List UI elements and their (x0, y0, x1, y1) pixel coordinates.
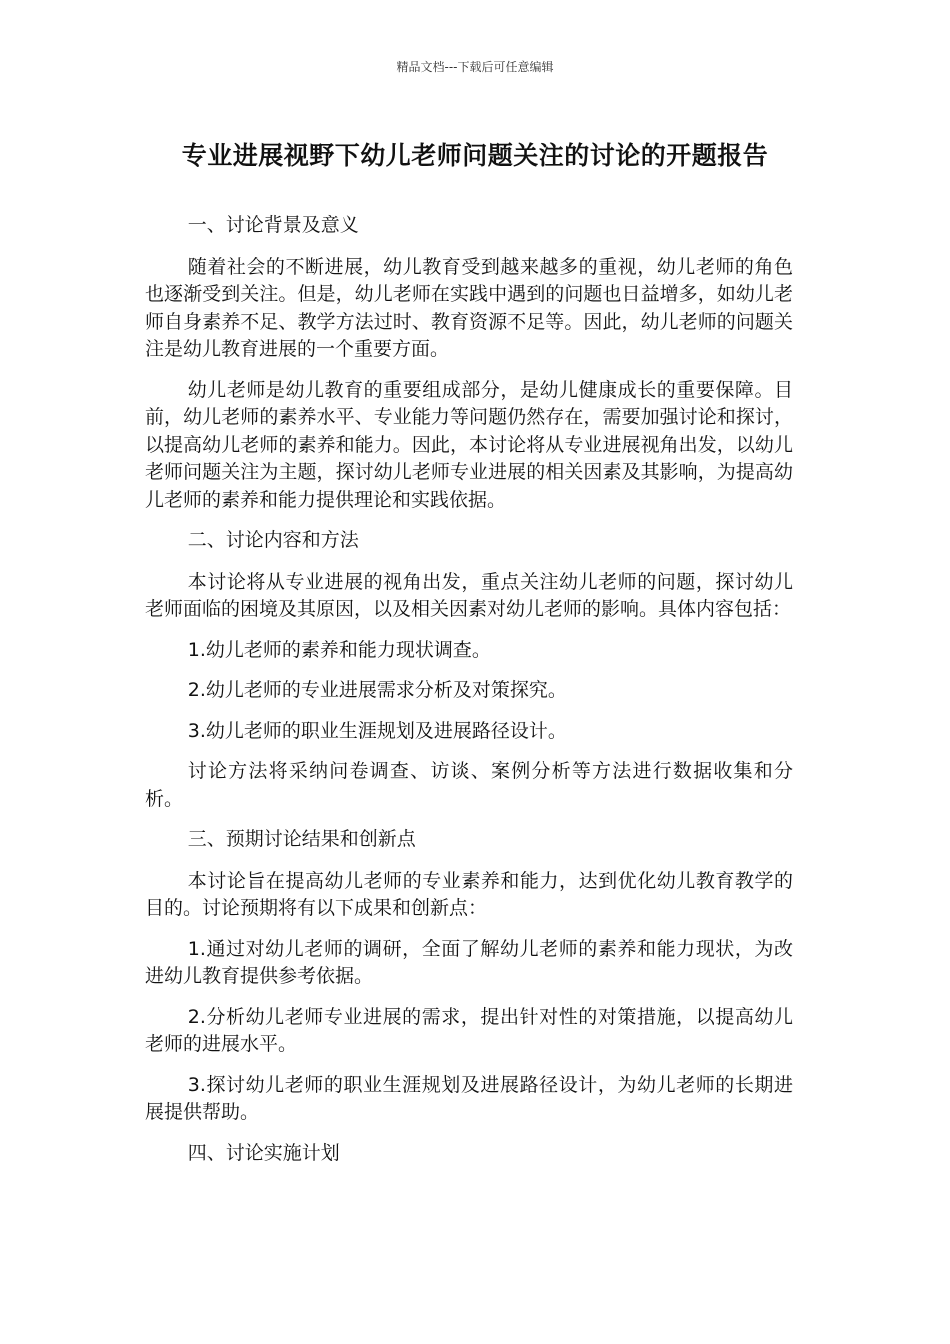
section-heading-implementation-plan: 四、讨论实施计划 (187, 1141, 340, 1164)
list-item-content-3: 3.幼儿老师的职业生涯规划及进展路径设计。 (187, 719, 567, 742)
paragraph-results-intro: 本讨论旨在提高幼儿老师的专业素养和能力，达到优化幼儿教育教学的目的。讨论预期将有以下成果和创新点： (145, 869, 793, 919)
list-item-result-1: 1.通过对幼儿老师的调研，全面了解幼儿老师的素养和能力现状，为改进幼儿教育提供参考依据。 (145, 937, 793, 987)
paragraph-content-intro: 本讨论将从专业进展的视角出发，重点关注幼儿老师的问题，探讨幼儿老师面临的困境及其原因，以及相关因素对幼儿老师的影响。具体内容包括： (145, 570, 793, 620)
paragraph-background-2: 幼儿老师是幼儿教育的重要组成部分，是幼儿健康成长的重要保障。目前，幼儿老师的素养水平、专业能力等问题仍然存在，需要加强讨论和探讨，以提高幼儿老师的素养和能力。因此，本讨论将从专业进展视角出发，以幼儿老师问题关注为主题，探讨幼儿老师专业进展的相关因素及其影响，为提高幼儿老师的素养和能力提供理论和实践依据。 (145, 378, 793, 511)
section-heading-content-method: 二、讨论内容和方法 (187, 529, 359, 551)
list-item-content-2: 2.幼儿老师的专业进展需求分析及对策探究。 (187, 679, 567, 701)
document-title: 专业进展视野下幼儿老师问题关注的讨论的开题报告 (181, 141, 769, 170)
document-body (145, 212, 793, 1181)
list-item-result-2: 2.分析幼儿老师专业进展的需求，提出针对性的对策措施，以提高幼儿老师的进展水平。 (145, 1005, 793, 1055)
list-item-content-1: 1.幼儿老师的素养和能力现状调查。 (187, 638, 491, 661)
header-note: 精品文档---下载后可任意编辑 (396, 60, 554, 74)
section-heading-expected-results: 三、预期讨论结果和创新点 (187, 828, 416, 850)
paragraph-method: 讨论方法将采纳问卷调查、访谈、案例分析等方法进行数据收集和分析。 (145, 760, 793, 810)
section-heading-background: 一、讨论背景及意义 (187, 214, 359, 236)
paragraph-background-1: 随着社会的不断进展，幼儿教育受到越来越多的重视，幼儿老师的角色也逐渐受到关注。但是，幼儿老师在实践中遇到的问题也日益增多，如幼儿老师自身素养不足、教学方法过时、教育资源不足等。因此，幼儿老师的问题关注是幼儿教育进展的一个重要方面。 (145, 255, 793, 360)
list-item-result-3: 3.探讨幼儿老师的职业生涯规划及进展路径设计，为幼儿老师的长期进展提供帮助。 (145, 1073, 793, 1123)
